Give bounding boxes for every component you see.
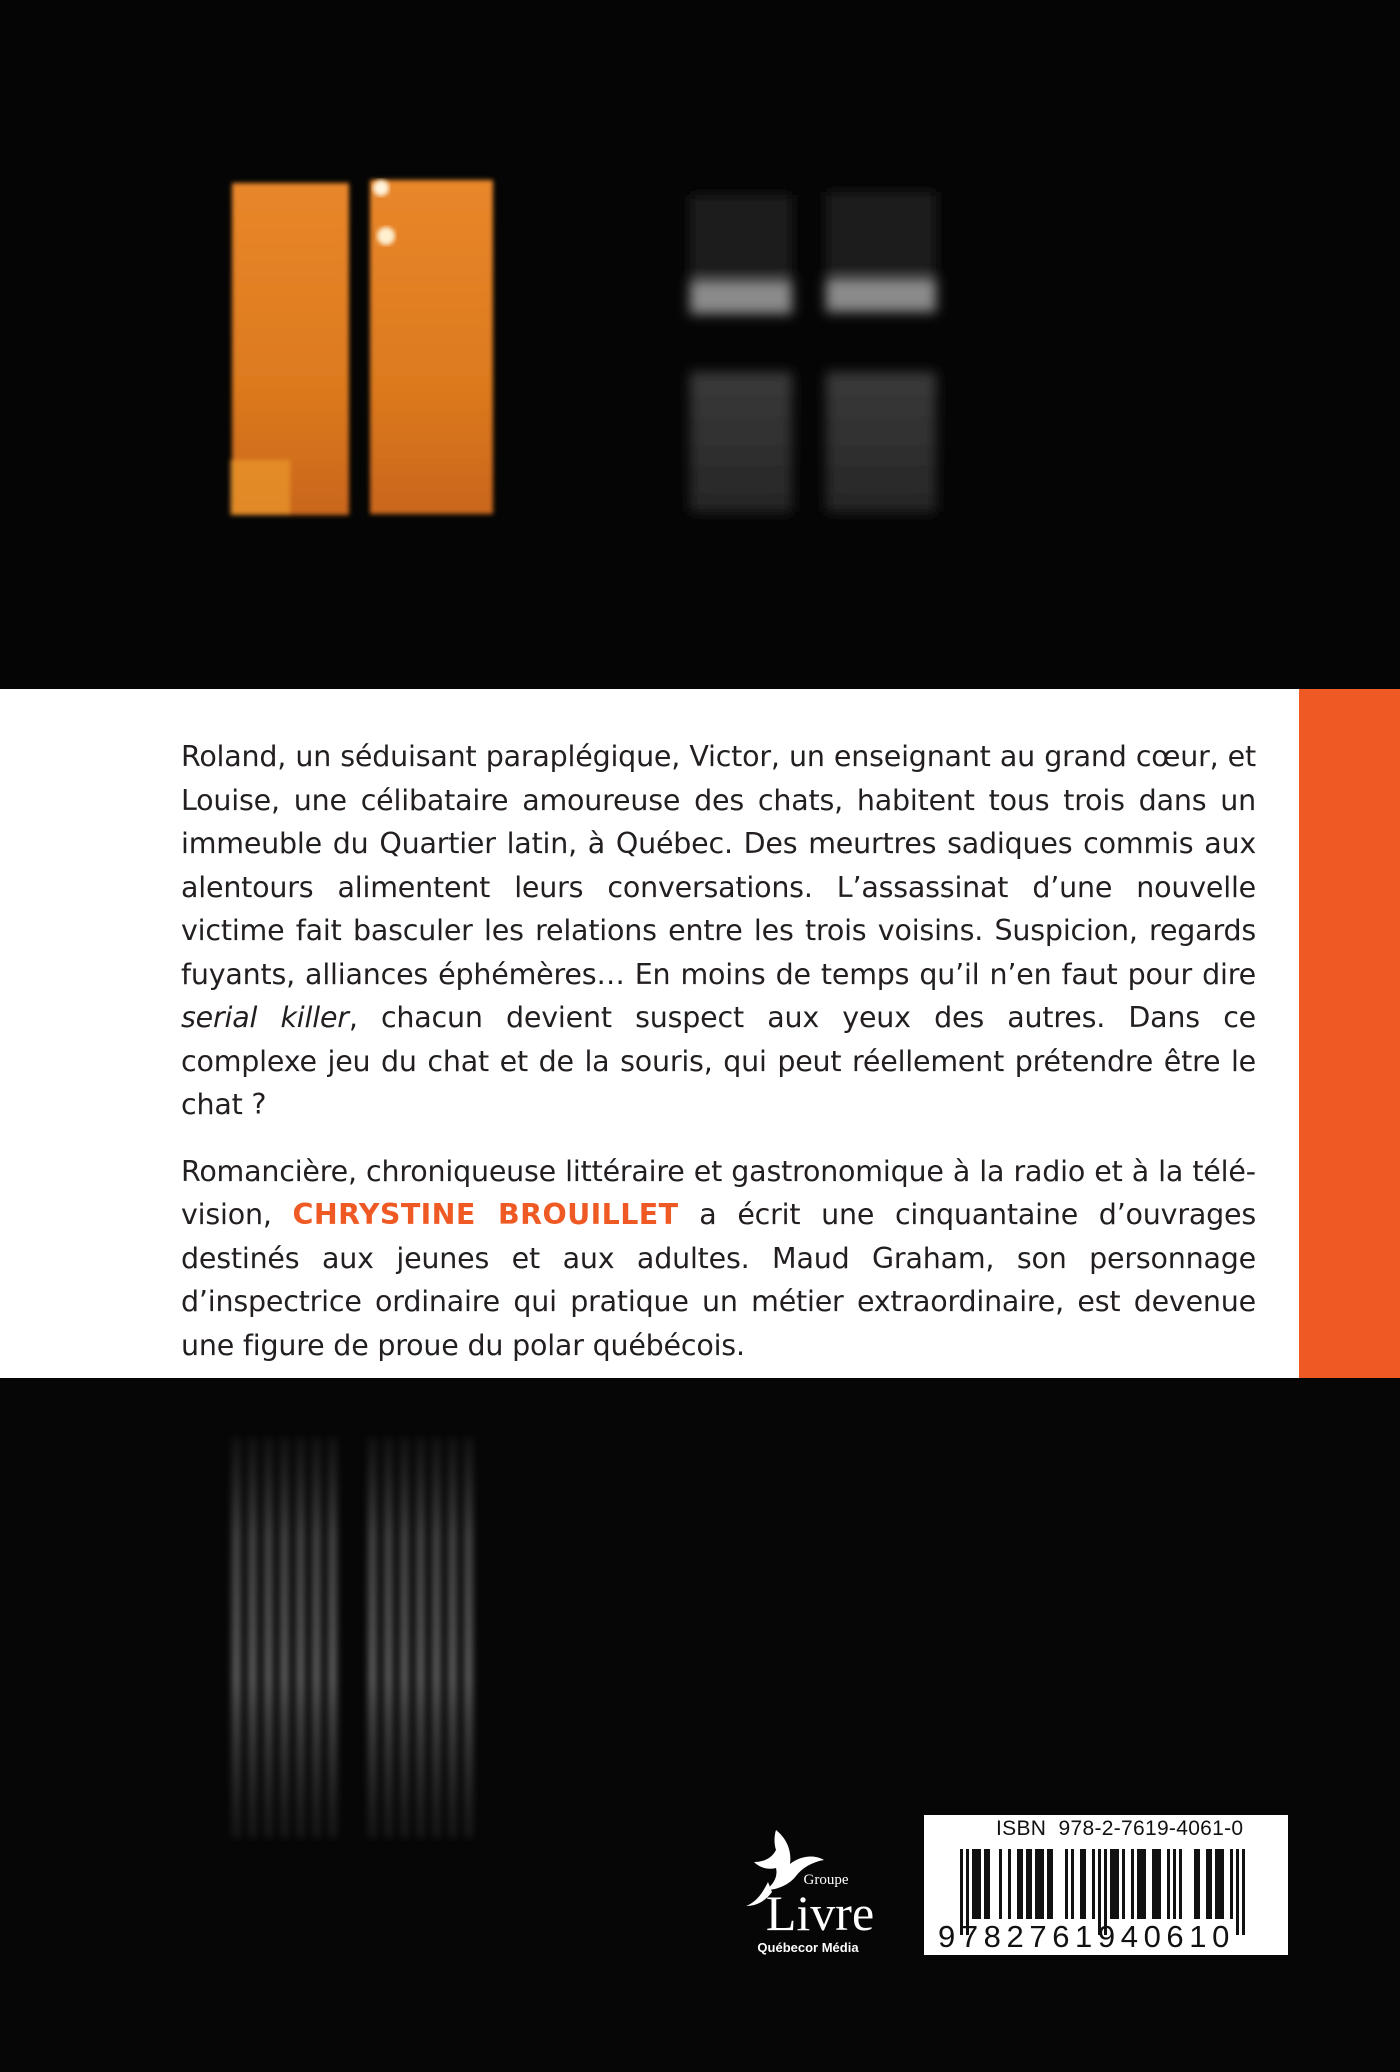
- barcode-digits: 9782761940610: [938, 1919, 1235, 1954]
- barcode-bar: [1143, 1849, 1146, 1919]
- author-bio-paragraph: [181, 1150, 1256, 1368]
- window-blinds: [232, 1438, 473, 1838]
- barcode-bar: [1065, 1849, 1068, 1919]
- bio-text-end: a écrit une cinquantaine d’ouvrages destinés aux jeunes et aux adultes. Maud Graham, son personnage d’inspectrice ordinaire qui pratique un métier extraordinaire, est devenue une figure de proue du polar québécois.: [181, 1198, 1256, 1362]
- blind-slat: [280, 1438, 289, 1838]
- barcode-bar: [1008, 1849, 1011, 1919]
- barcode-bar: [1194, 1849, 1197, 1919]
- barcode-bar: [1092, 1849, 1095, 1919]
- publisher-line1: Groupe: [803, 1872, 849, 1888]
- barcode-bar: [1197, 1849, 1200, 1919]
- isbn-number: 978-2-7619-4061-0: [1058, 1817, 1244, 1840]
- isbn-label: ISBN: [996, 1817, 1047, 1840]
- night-windows-illustration: [0, 0, 1400, 689]
- blind-slat: [328, 1438, 337, 1838]
- barcode-bar: [1137, 1849, 1140, 1919]
- publisher-logo: [728, 1820, 888, 1960]
- barcode-bar: [1158, 1849, 1161, 1919]
- orange-window: [230, 180, 493, 515]
- author-name: CHRYSTINE BROUILLET: [292, 1198, 679, 1231]
- blind-slat: [448, 1438, 457, 1838]
- barcode-bar: [1083, 1849, 1086, 1919]
- barcode-bar: [1215, 1849, 1218, 1919]
- barcode-bar: [1026, 1849, 1029, 1919]
- barcode-bar: [1029, 1849, 1032, 1919]
- barcode-bar: [1140, 1849, 1143, 1919]
- barcode-bar: [978, 1849, 981, 1919]
- barcode-bar: [1110, 1849, 1113, 1919]
- barcode-bar: [1209, 1849, 1212, 1919]
- blind-slat: [248, 1438, 257, 1838]
- blind-slat: [416, 1438, 425, 1838]
- light-reflection: [377, 227, 395, 245]
- synopsis-text-end: , chacun devient suspect aux yeux des autres. Dans ce complexe jeu du chat et de la souris, qui peut réellement prétendre être le chat ?: [181, 1001, 1257, 1121]
- blind-slat: [312, 1438, 321, 1838]
- blinds-window-illustration: [0, 1378, 1400, 2068]
- barcode-bar: [1221, 1849, 1224, 1919]
- blind-slat: [264, 1438, 273, 1838]
- barcode-bar: [1020, 1849, 1023, 1919]
- barcode-bar: [1179, 1849, 1182, 1919]
- barcode-bar: [1230, 1849, 1233, 1919]
- barcode-bar: [1218, 1849, 1221, 1919]
- synopsis-text: Roland, un séduisant paraplégique, Victor, un enseignant au grand cœur, et Louise, une célibataire amoureuse des chats, habitent tous trois dans un immeuble du Quartier latin, à Québec. Des meurtres sadiques commis aux alentours alimentent leurs conversations. L’assassinat d’une nouvelle victime fait basculer les relations entre les trois voisins. Suspicion, regards fuyants, alliances éphémères… En moins de temps qu’il n’en faut pour dire: [181, 740, 1256, 991]
- barcode-bar: [1113, 1849, 1116, 1919]
- barcode-bar: [1152, 1849, 1155, 1919]
- grey-window: [690, 192, 936, 512]
- barcode-bar: [1041, 1849, 1044, 1919]
- synopsis-paragraph: [181, 735, 1256, 1127]
- barcode-bar: [1035, 1849, 1038, 1919]
- blind-slat: [232, 1438, 241, 1838]
- barcode-bar: [1206, 1849, 1209, 1919]
- barcode-bar: [1167, 1849, 1170, 1919]
- barcode-bar: [1071, 1849, 1074, 1919]
- blind-slat: [400, 1438, 409, 1838]
- bio-text: Romancière, chroniqueuse littéraire et gastronomique à la radio et à la télévision,: [181, 1154, 1256, 1231]
- cover-photo-top: [0, 0, 1400, 689]
- barcode-bar: [999, 1849, 1002, 1919]
- barcode-bar: [1017, 1849, 1020, 1919]
- barcode-bar: [972, 1849, 975, 1919]
- blind-slat: [368, 1438, 377, 1838]
- barcode-bar: [987, 1849, 990, 1919]
- barcode-bar: [1038, 1849, 1041, 1919]
- barcode-bar: [1080, 1849, 1083, 1919]
- blind-slat: [296, 1438, 305, 1838]
- light-reflection: [373, 180, 389, 196]
- blind-slat: [384, 1438, 393, 1838]
- barcode-bar: [984, 1849, 987, 1919]
- barcode-bar: [1050, 1849, 1053, 1919]
- barcode-bar: [1122, 1849, 1125, 1919]
- blind-slat: [432, 1438, 441, 1838]
- back-cover-text: [181, 735, 1256, 1367]
- accent-bar: [1299, 689, 1400, 1378]
- cover-photo-bottom: [0, 1378, 1400, 2068]
- barcode-bar: [1173, 1849, 1176, 1919]
- barcode-bar: [1155, 1849, 1158, 1919]
- synopsis-italic-term: serial killer: [181, 1001, 349, 1034]
- publisher-line2: Livre: [765, 1885, 875, 1941]
- barcode-bar: [1131, 1849, 1134, 1919]
- barcode-bar: [975, 1849, 978, 1919]
- barcode-bar: [1116, 1849, 1119, 1919]
- isbn-barcode: [924, 1815, 1288, 1955]
- barcode-bar: [1047, 1849, 1050, 1919]
- blind-slat: [464, 1438, 473, 1838]
- publisher-line3: Québecor Média: [757, 1940, 859, 1955]
